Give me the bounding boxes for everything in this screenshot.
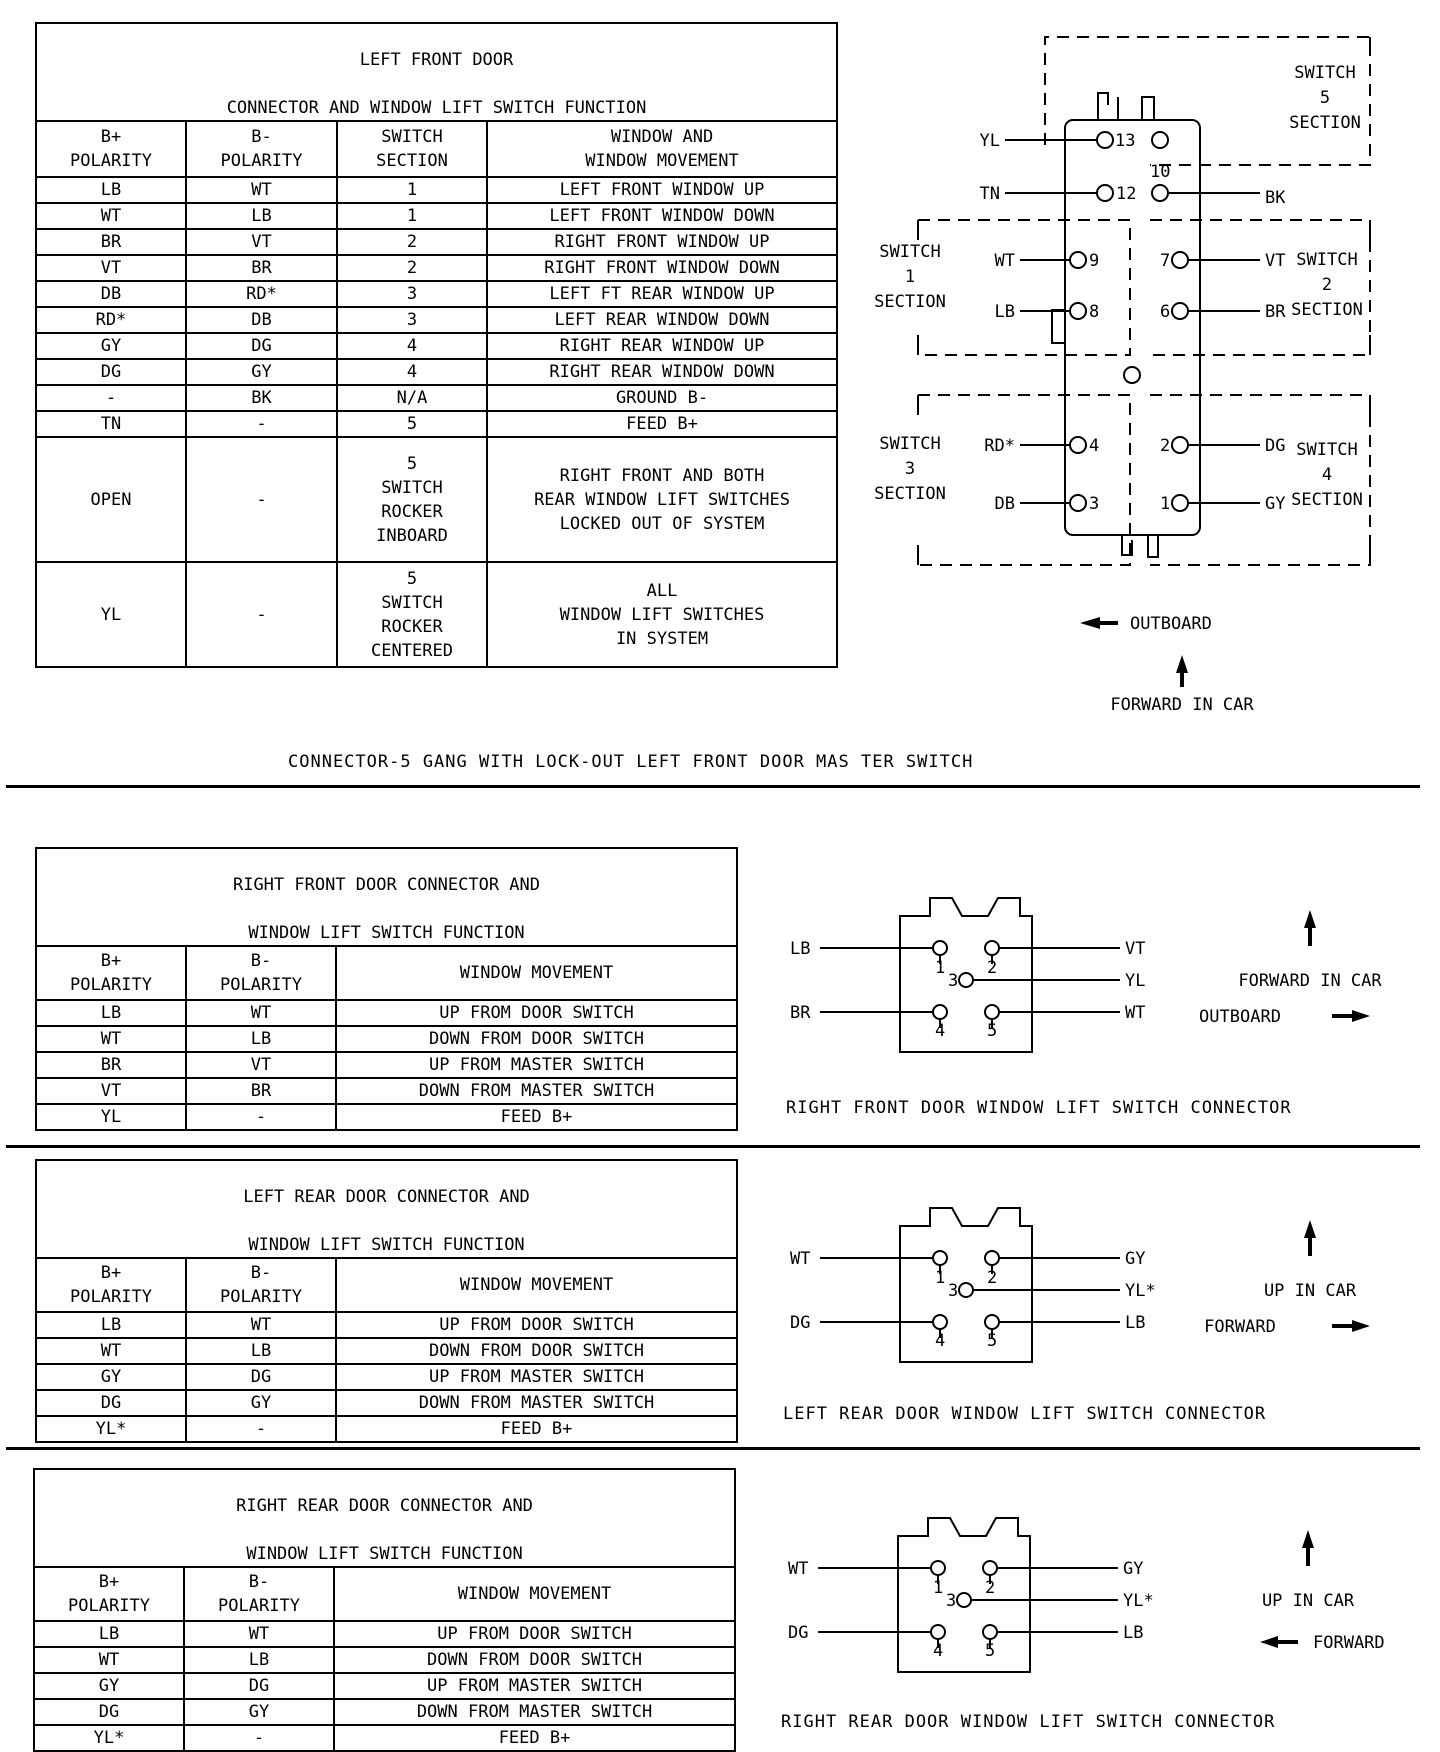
table-row [36,1312,737,1338]
table-cell: 5 SWITCH ROCKER CENTERED [337,562,487,667]
table-cell: WT [186,1312,336,1338]
table-cell: LB [36,177,186,203]
table-cell: DG [34,1699,184,1725]
wire-label-rd: RD* [984,436,1015,456]
table-cell: - [36,385,186,411]
wire-label-pin3: YL* [1123,1591,1154,1611]
table-row-open [36,437,837,562]
table-cell: LEFT FT REAR WINDOW UP [487,281,837,307]
forward-arrow-icon [1176,655,1188,687]
pin-2-label: 2 [987,1268,998,1288]
table-cell: RIGHT REAR WINDOW UP [487,333,837,359]
master-connector-caption: CONNECTOR-5 GANG WITH LOCK-OUT LEFT FRONT DOOR MAS TER SWITCH [288,752,974,772]
table-cell: 4 [337,359,487,385]
table-cell: BK [186,385,337,411]
table-row [36,333,837,359]
right-rear-door-table [33,1468,736,1752]
table-cell: DOWN FROM DOOR SWITCH [336,1026,737,1052]
section-divider [6,1145,1420,1148]
wire-label-db: DB [994,494,1015,514]
pin-10-label: 10 [1150,162,1171,182]
table-cell: YL [36,1104,186,1130]
table-cell: VT [186,1052,336,1078]
switch-1-label: SWITCH [879,242,941,262]
table-cell: YL* [34,1725,184,1751]
wire-label-pin1: WT [790,1249,811,1269]
connector-pin [933,941,947,955]
left-front-title-line1: LEFT FRONT DOOR [359,50,514,70]
table-cell: WT [36,1026,186,1052]
wire-label-wt: WT [994,251,1015,271]
pin-3-label: 3 [946,1591,957,1611]
wire-label-pin1: WT [788,1559,809,1579]
table-row [36,1078,737,1104]
table-cell: DG [36,359,186,385]
wire-label-pin1: LB [790,939,811,959]
connector-pin [985,1251,999,1265]
table-cell: DG [186,333,337,359]
table-cell: RD* [186,281,337,307]
table-row-yl [36,562,837,667]
connector-body [900,898,1032,1052]
wire-label-pin5: LB [1125,1313,1146,1333]
wire-label-pin5: WT [1125,1003,1146,1023]
connector-body [898,1518,1030,1672]
table-cell: WT [186,177,337,203]
switch-5-section: SECTION [1289,113,1361,133]
table-row [34,1647,735,1673]
table-row [36,281,837,307]
table-cell: RIGHT FRONT WINDOW UP [487,229,837,255]
table-cell: YL* [36,1416,186,1442]
table-cell: WT [34,1647,184,1673]
table-cell: RD* [36,307,186,333]
forward-in-car-label: FORWARD IN CAR [1110,695,1254,715]
table-row [36,1026,737,1052]
table-row [34,1621,735,1647]
table-cell: - [186,437,337,562]
switch-3-region [918,395,1130,565]
table-cell: FEED B+ [336,1104,737,1130]
switch-3-label: SWITCH [879,434,941,454]
header-b-minus-polarity: B- POLARITY [186,121,337,177]
connector-wires [820,1258,1120,1322]
right-arrow-icon [1332,1010,1370,1022]
header-b-minus-polarity: B- POLARITY [186,946,336,1000]
pin-4-label: 4 [935,1331,946,1351]
right-front-connector-diagram [770,870,1420,1120]
pin-8-label: 8 [1089,302,1100,322]
right-rear-title-line2: WINDOW LIFT SWITCH FUNCTION [246,1544,523,1564]
connector-pin [933,1251,947,1265]
switch-4-section: SECTION [1291,490,1363,510]
left-rear-table-title [36,1160,737,1258]
table-cell: BR [36,1052,186,1078]
table-cell: LEFT REAR WINDOW DOWN [487,307,837,333]
right-front-connector-caption: RIGHT FRONT DOOR WINDOW LIFT SWITCH CONNECTOR [786,1098,1292,1118]
table-cell: LB [186,203,337,229]
table-row [36,359,837,385]
table-row [36,1364,737,1390]
wire-label-pin4: DG [790,1313,811,1333]
table-cell: - [186,411,337,437]
table-cell: LEFT FRONT WINDOW UP [487,177,837,203]
header-b-minus-polarity: B- POLARITY [186,1258,336,1312]
switch-2-label: SWITCH [1296,250,1358,270]
outboard-arrow-icon [1080,617,1118,629]
header-b-plus-polarity: B+ POLARITY [34,1567,184,1621]
direction-side-label: FORWARD [1204,1317,1276,1337]
wire-label-pin2: VT [1125,939,1146,959]
table-cell: DG [186,1364,336,1390]
table-row [36,229,837,255]
table-row [36,307,837,333]
table-cell: DOWN FROM MASTER SWITCH [334,1699,735,1725]
table-cell: LB [186,1026,336,1052]
header-window-movement: WINDOW MOVEMENT [336,946,737,1000]
switch-3-number: 3 [904,459,916,479]
table-cell: GY [36,333,186,359]
table-cell: DB [36,281,186,307]
right-front-door-table [35,847,738,1131]
wire-label-lb: LB [994,302,1015,322]
left-arrow-icon [1260,1636,1298,1648]
pin-4-label: 4 [935,1021,946,1041]
table-cell: ALL WINDOW LIFT SWITCHES IN SYSTEM [487,562,837,667]
pin-3-label: 3 [948,971,959,991]
table-cell: DG [184,1673,334,1699]
table-cell: GY [36,1364,186,1390]
wire-label-pin2: GY [1125,1249,1146,1269]
switch-2-number: 2 [1321,275,1333,295]
left-front-door-table [35,22,838,668]
table-cell: DOWN FROM DOOR SWITCH [336,1338,737,1364]
pin-6-label: 6 [1160,302,1171,322]
wire-label-bk: BK [1265,188,1286,208]
table-row [36,1338,737,1364]
switch-5-label: SWITCH [1294,63,1356,83]
header-window-movement: WINDOW MOVEMENT [336,1258,737,1312]
pin-7-label: 7 [1160,251,1171,271]
direction-side-label: OUTBOARD [1199,1007,1281,1027]
table-cell: DOWN FROM MASTER SWITCH [336,1390,737,1416]
table-row [36,385,837,411]
wire-label-yl: YL [979,131,1000,151]
pin-3-label: 3 [1089,494,1100,514]
table-cell: UP FROM DOOR SWITCH [336,1000,737,1026]
table-cell: - [186,562,337,667]
connector-wires [818,1568,1118,1632]
table-cell: LB [36,1312,186,1338]
wire-label-pin3: YL* [1125,1281,1156,1301]
wire-label-pin4: DG [788,1623,809,1643]
table-cell: BR [186,1078,336,1104]
switch-4-label: SWITCH [1296,440,1358,460]
pin-1-label: 1 [1160,494,1171,514]
table-cell: VT [36,255,186,281]
table-cell: 5 [337,411,487,437]
table-row [36,1052,737,1078]
table-cell: N/A [337,385,487,411]
wire-label-dg: DG [1265,436,1286,456]
left-rear-title-line2: WINDOW LIFT SWITCH FUNCTION [248,1235,525,1255]
direction-up-label: FORWARD IN CAR [1238,971,1382,991]
right-rear-connector-diagram [768,1490,1418,1740]
header-b-plus-polarity: B+ POLARITY [36,946,186,1000]
table-cell: 4 [337,333,487,359]
table-cell: 2 [337,255,487,281]
left-rear-connector-caption: LEFT REAR DOOR WINDOW LIFT SWITCH CONNECTOR [783,1404,1267,1424]
connector-pin [959,1283,973,1297]
table-cell: - [184,1725,334,1751]
connector-pin [985,1315,999,1329]
left-rear-title-line1: LEFT REAR DOOR CONNECTOR AND [243,1187,530,1207]
right-arrow-icon [1332,1320,1370,1332]
connector-pin [933,1005,947,1019]
table-cell: DG [36,1390,186,1416]
table-cell: RIGHT FRONT AND BOTH REAR WINDOW LIFT SWITCHES LOCKED OUT OF SYSTEM [487,437,837,562]
pin-1-label: 1 [935,958,946,978]
pin-2-label: 2 [985,1578,996,1598]
table-row [36,411,837,437]
connector-pin [957,1593,971,1607]
pin-5-label: 5 [987,1021,998,1041]
table-cell: RIGHT FRONT WINDOW DOWN [487,255,837,281]
table-cell: FEED B+ [336,1416,737,1442]
switch-4-region [1150,395,1370,565]
table-cell: UP FROM MASTER SWITCH [336,1052,737,1078]
master-connector-body [1065,120,1200,535]
left-rear-door-table [35,1159,738,1443]
table-row [36,255,837,281]
table-cell: VT [36,1078,186,1104]
pin-5-label: 5 [985,1641,996,1661]
left-front-table-title [36,23,837,121]
up-arrow-icon [1304,1220,1316,1256]
section-divider [6,785,1420,788]
up-arrow-icon [1304,910,1316,946]
table-row [36,203,837,229]
switch-2-section: SECTION [1291,300,1363,320]
table-cell: WT [184,1621,334,1647]
left-front-title-line2: CONNECTOR AND WINDOW LIFT SWITCH FUNCTION [226,98,647,118]
outboard-label: OUTBOARD [1130,614,1212,634]
table-cell: LB [186,1338,336,1364]
header-window-movement: WINDOW MOVEMENT [334,1567,735,1621]
table-cell: 1 [337,177,487,203]
right-rear-table-title [34,1469,735,1567]
connector-wires [820,948,1120,1012]
right-rear-connector-caption: RIGHT REAR DOOR WINDOW LIFT SWITCH CONNECTOR [781,1712,1276,1732]
table-cell: TN [36,411,186,437]
table-row [36,1390,737,1416]
pin-5-label: 5 [987,1331,998,1351]
connector-pin [985,941,999,955]
table-cell: RIGHT REAR WINDOW DOWN [487,359,837,385]
table-cell: 3 [337,281,487,307]
pin-2-label: 2 [1160,436,1171,456]
table-row [34,1673,735,1699]
pin-1-label: 1 [933,1578,944,1598]
table-cell: OPEN [36,437,186,562]
header-b-minus-polarity: B- POLARITY [184,1567,334,1621]
table-cell: LB [34,1621,184,1647]
table-cell: UP FROM MASTER SWITCH [334,1673,735,1699]
pin-3-label: 3 [948,1281,959,1301]
wire-label-tn: TN [979,184,1000,204]
table-cell: - [186,1104,336,1130]
switch-1-number: 1 [904,267,916,287]
connector-pin [985,1005,999,1019]
up-arrow-icon [1302,1530,1314,1566]
connector-pin [931,1561,945,1575]
wire-label-gy: GY [1265,494,1286,514]
wire-label-pin4: BR [790,1003,811,1023]
left-rear-connector-diagram [770,1180,1420,1430]
direction-up-label: UP IN CAR [1261,1591,1355,1611]
header-window-movement: WINDOW AND WINDOW MOVEMENT [487,121,837,177]
wire-label-br: BR [1265,302,1286,322]
table-row [34,1725,735,1751]
wire-label-vt: VT [1265,251,1286,271]
pin-12-label: 12 [1116,184,1137,204]
table-cell: 3 [337,307,487,333]
connector-pin [931,1625,945,1639]
header-b-plus-polarity: B+ POLARITY [36,1258,186,1312]
table-cell: DB [186,307,337,333]
pin-13-label: 13 [1115,131,1136,151]
table-cell: - [186,1416,336,1442]
pin-2-label: 2 [987,958,998,978]
table-cell: LEFT FRONT WINDOW DOWN [487,203,837,229]
table-row [36,177,837,203]
table-cell: GROUND B- [487,385,837,411]
connector-body [900,1208,1032,1362]
table-cell: FEED B+ [334,1725,735,1751]
header-b-plus-polarity: B+ POLARITY [36,121,186,177]
switch-5-number: 5 [1319,88,1331,108]
table-cell: UP FROM DOOR SWITCH [336,1312,737,1338]
table-cell: DOWN FROM DOOR SWITCH [334,1647,735,1673]
table-cell: 5 SWITCH ROCKER INBOARD [337,437,487,562]
connector-pin [933,1315,947,1329]
pin-9-label: 9 [1089,251,1100,271]
right-front-table-title [36,848,737,946]
table-cell: WT [36,203,186,229]
master-switch-connector-diagram [860,25,1420,725]
table-cell: 2 [337,229,487,255]
table-cell: LB [36,1000,186,1026]
table-cell: GY [186,359,337,385]
connector-pin [983,1561,997,1575]
table-row [36,1416,737,1442]
table-cell: FEED B+ [487,411,837,437]
table-cell: DOWN FROM MASTER SWITCH [336,1078,737,1104]
table-cell: WT [186,1000,336,1026]
switch-2-region [1150,220,1370,355]
table-cell: GY [184,1699,334,1725]
pin-1-label: 1 [935,1268,946,1288]
wire-label-pin3: YL [1125,971,1146,991]
table-cell: YL [36,562,186,667]
table-row [36,1104,737,1130]
direction-side-label: FORWARD [1313,1633,1385,1653]
wire-label-pin2: GY [1123,1559,1144,1579]
right-front-title-line1: RIGHT FRONT DOOR CONNECTOR AND [232,875,541,895]
switch-1-section: SECTION [874,292,946,312]
table-cell: WT [36,1338,186,1364]
pin-4-label: 4 [1089,436,1100,456]
switch-3-section: SECTION [874,484,946,504]
wire-label-pin5: LB [1123,1623,1144,1643]
section-divider [6,1447,1420,1450]
table-cell: BR [36,229,186,255]
table-row [34,1699,735,1725]
table-cell: UP FROM MASTER SWITCH [336,1364,737,1390]
table-cell: GY [186,1390,336,1416]
right-front-title-line2: WINDOW LIFT SWITCH FUNCTION [248,923,525,943]
connector-pin [983,1625,997,1639]
table-cell: 1 [337,203,487,229]
pin-4-label: 4 [933,1641,944,1661]
direction-up-label: UP IN CAR [1263,1281,1357,1301]
table-cell: BR [186,255,337,281]
header-switch-section: SWITCH SECTION [337,121,487,177]
connector-pin [959,973,973,987]
switch-4-number: 4 [1321,465,1333,485]
table-cell: VT [186,229,337,255]
switch-1-region [918,220,1130,355]
table-cell: LB [184,1647,334,1673]
table-row [36,1000,737,1026]
right-rear-title-line1: RIGHT REAR DOOR CONNECTOR AND [236,1496,533,1516]
table-cell: GY [34,1673,184,1699]
table-cell: UP FROM DOOR SWITCH [334,1621,735,1647]
